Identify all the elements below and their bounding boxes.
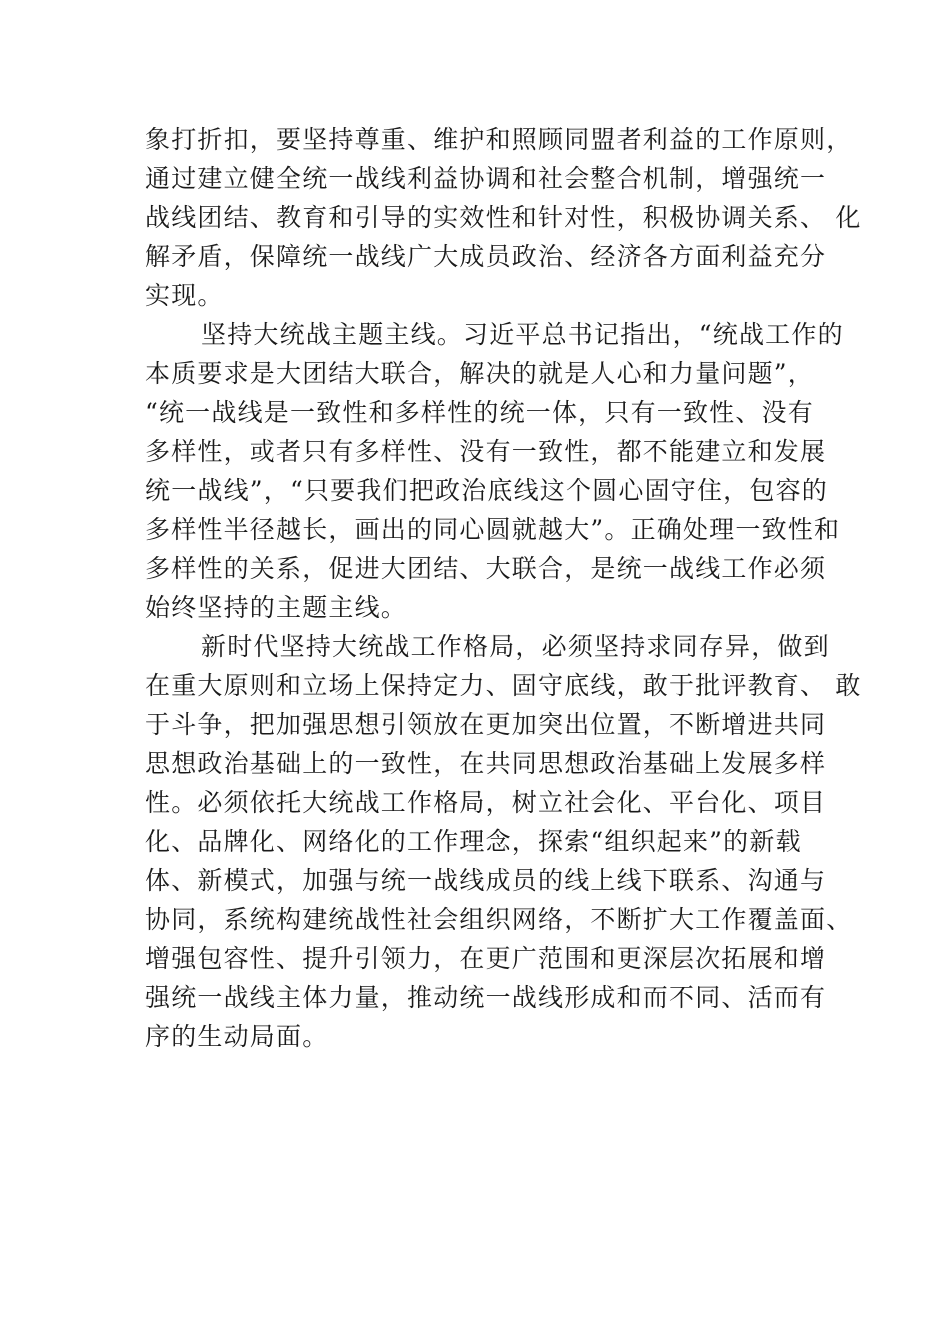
text-line: 强统一战线主体力量，推动统一战线形成和而不同、活而有 [145,983,827,1012]
paragraph-3 [145,627,862,1056]
text-line: 体、新模式，加强与统一战线成员的线上线下联系、沟通与 [145,866,827,895]
document-body [145,120,862,1056]
text-line: 增强包容性、提升引领力，在更广范围和更深层次拓展和增 [145,944,827,973]
text-line: 多样性，或者只有多样性、没有一致性，都不能建立和发展 [145,437,827,466]
text-line: 协同，系统构建统战性社会组织网络，不断扩大工作覆盖面、 [145,905,853,934]
text-line: 多样性半径越长，画出的同心圆就越大”。正确处理一致性和 [145,515,841,544]
text-line: 统一战线”，“只要我们把政治底线这个圆心固守住，包容的 [145,476,828,505]
text-line: 思想政治基础上的一致性，在共同思想政治基础上发展多样 [145,749,827,778]
text-line: “统一战线是一致性和多样性的统一体，只有一致性、没有 [145,398,814,427]
text-line: 于斗争，把加强思想引领放在更加突出位置，不断增进共同 [145,710,827,739]
text-line: 在重大原则和立场上保持定力、固守底线，敢于批评教育、 敢 [145,671,862,700]
paragraph-2 [145,315,844,627]
text-line: 本质要求是大团结大联合，解决的就是人心和力量问题”， [145,359,814,388]
text-line: 序的生动局面。 [145,1022,329,1051]
text-line: 新时代坚持大统战工作格局，必须坚持求同存异，做到 [201,632,830,661]
text-line: 多样性的关系，促进大团结、大联合，是统一战线工作必须 [145,554,827,583]
text-line: 通过建立健全统一战线利益协调和社会整合机制，增强统一 [145,164,827,193]
text-line: 始终坚持的主题主线。 [145,593,408,622]
text-line: 实现。 [145,281,224,310]
text-line: 性。必须依托大统战工作格局，树立社会化、平台化、项目 [145,788,827,817]
text-line: 化、品牌化、网络化的工作理念，探索“组织起来”的新载 [145,827,802,856]
paragraph-1 [145,120,862,315]
text-line: 战线团结、教育和引导的实效性和针对性，积极协调关系、 化 [145,203,862,232]
text-line: 象打折扣，要坚持尊重、维护和照顾同盟者利益的工作原则， [145,125,853,154]
text-line: 坚持大统战主题主线。习近平总书记指出，“统战工作的 [201,320,844,349]
text-line: 解矛盾，保障统一战线广大成员政治、经济各方面利益充分 [145,242,827,271]
